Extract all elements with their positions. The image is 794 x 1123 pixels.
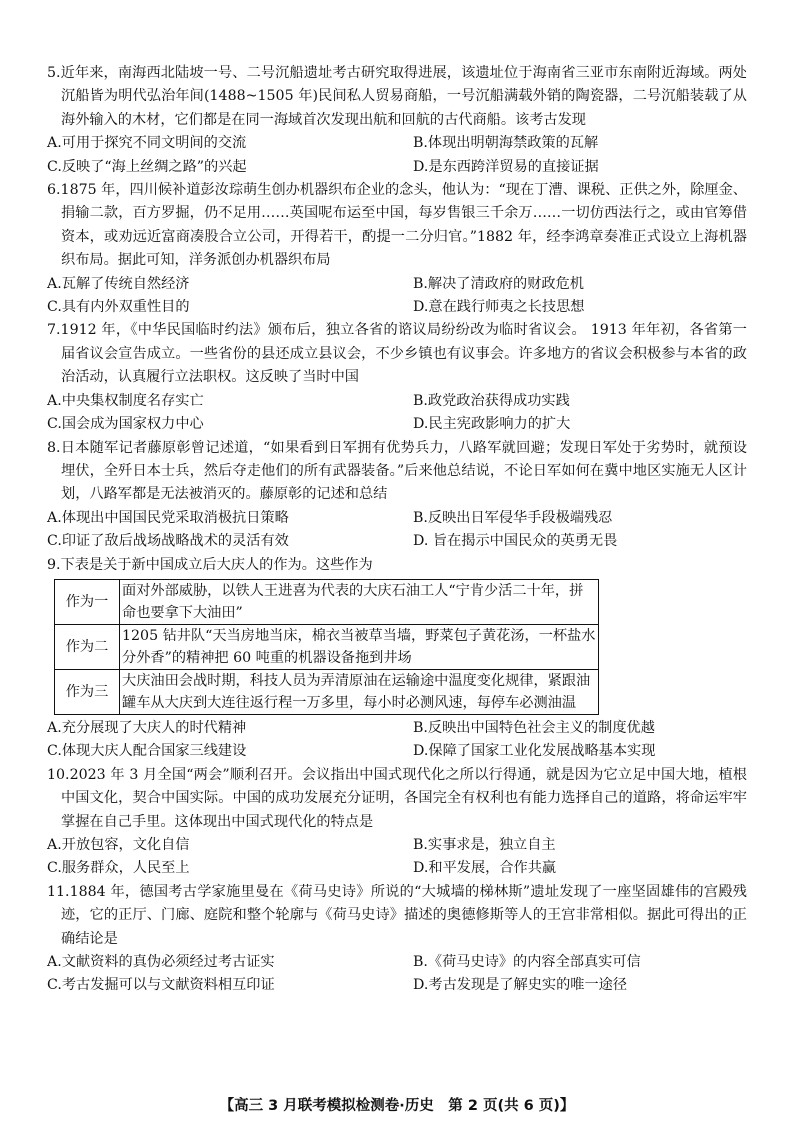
exam-page	[47, 62, 747, 998]
row-text: 面对外部威胁，以铁人王进喜为代表的大庆石油工人“宁肯少活二十年，拼命也要拿下大油田”	[120, 579, 599, 624]
option-c[interactable]: C.具有内外双重性目的	[47, 299, 190, 316]
row-header: 作为二	[55, 624, 120, 669]
option-c[interactable]: C.国会成为国家权力中心	[47, 416, 204, 433]
option-a[interactable]: A.瓦解了传统自然经济	[47, 275, 190, 292]
question-stem: 10.2023 年 3 月全国“两会”顺利召开。会议指出中国式现代化之所以行得通，就是因为它立足中国大地，植根中国文化，契合中国实际。中国的成功发展充分证明，各国完全有权利也有能力选择自己的道路，将命运牢牢掌握在自己手里。这体现出中国式现代化的特点是	[47, 766, 747, 830]
page-footer: 【高三 3 月联考模拟检测卷·历史 第 2 页(共 6 页)】	[219, 1098, 575, 1114]
option-a[interactable]: A.开放包容，文化自信	[47, 836, 190, 853]
question-stem: 8.日本随军记者藤原彰曾记述道，“如果看到日军拥有优势兵力，八路军就回避；发现日军处于劣势时，就预设埋伏，全歼日本士兵，然后夺走他们的所有武器装备。”后来他总结说，不论日军如何在冀中地区实施无人区计划，八路军都是无法被消灭的。藤原彰的记述和总结	[47, 439, 747, 503]
table-row	[55, 669, 599, 714]
option-b[interactable]: B.体现出明朝海禁政策的瓦解	[413, 135, 599, 152]
answer-options	[47, 507, 747, 554]
table-row	[55, 579, 599, 624]
answer-options	[47, 273, 747, 320]
answer-options	[47, 717, 747, 764]
row-text: 1205 钻井队“天当房地当床，棉衣当被草当墙，野菜包子黄花汤，一杯盐水分外香”的精神把 60 吨重的机器设备拖到井场	[120, 624, 599, 669]
option-b[interactable]: B.反映出日军侵华手段极端残忍	[413, 509, 613, 526]
answer-options	[47, 834, 747, 881]
question-stem: 9.下表是关于新中国成立后大庆人的作为。这些作为	[47, 556, 373, 573]
option-a[interactable]: A.充分展现了大庆人的时代精神	[47, 719, 247, 736]
option-b[interactable]: B.实事求是，独立自主	[413, 836, 556, 853]
option-b[interactable]: B.政党政治获得成功实践	[413, 392, 570, 409]
option-c[interactable]: C.考古发掘可以与文献资料相互印证	[47, 977, 275, 994]
question-9	[47, 554, 747, 764]
option-d[interactable]: D.考古发现是了解史实的唯一途径	[413, 977, 628, 994]
question-7	[47, 319, 747, 436]
option-a[interactable]: A.中央集权制度名存实亡	[47, 392, 204, 409]
question-6	[47, 179, 747, 319]
option-d[interactable]: D.意在践行师夷之长技思想	[413, 299, 585, 316]
question-11	[47, 881, 747, 998]
option-d[interactable]: D. 旨在揭示中国民众的英勇无畏	[413, 533, 618, 550]
option-c[interactable]: C.反映了“海上丝绸之路”的兴起	[47, 158, 247, 175]
question-5	[47, 62, 747, 179]
answer-options	[47, 390, 747, 437]
answer-options	[47, 951, 747, 998]
option-b[interactable]: B.《荷马史诗》的内容全部真实可信	[413, 954, 641, 970]
question-stem: 5.近年来，南海西北陆坡一号、二号沉船遗址考古研究取得进展，该遗址位于海南省三亚市东南附近海域。两处沉船皆为明代弘治年间(1488~1505 年)民间私人贸易商船，一号沉船满载外销的陶瓷器，二号沉船装载了从海外输入的木材，它们都是在同一海域首次发现出航和回航的古代商船。该考古发现	[47, 65, 747, 128]
option-b[interactable]: B.解决了清政府的财政危机	[413, 275, 584, 292]
row-header: 作为三	[55, 669, 120, 714]
row-header: 作为一	[55, 579, 120, 624]
question-stem: 6.1875 年，四川候补道彭汝琮萌生创办机器织布企业的念头，他认为：“现在丁漕、课税、正供之外，除厘金、捐输二款，百方罗掘，仍不足用……英国呢布运至中国，每岁售银三千余万……一切仿西法行之，或由官筹借资本，或劝远近富商凑股合立公司，开得若干，酌提一二分归官。”1882 年，经李鸿章奏准正式设立上海机器织布局。据此可知，洋务派创办机器织布局	[47, 182, 747, 269]
option-b[interactable]: B.反映出中国特色社会主义的制度优越	[413, 719, 655, 736]
option-d[interactable]: D.是东西跨洋贸易的直接证据	[413, 158, 599, 175]
option-c[interactable]: C.印证了敌后战场战略战术的灵活有效	[47, 533, 289, 550]
question-stem: 7.1912 年，《中华民国临时约法》颁布后，独立各省的谘议局纷纷改为临时省议会。 1913 年年初，各省第一届省议会宣告成立。一些省份的县还成立县议会，不少乡镇也有议事会。许多地方的省议会积极参与本省的政治活动，认真履行立法职权。这反映了当时中国	[47, 322, 747, 386]
table-row	[55, 624, 599, 669]
row-text: 大庆油田会战时期，科技人员为弄清原油在运输途中温度变化规律，紧跟油罐车从大庆到大连往返行程一万多里，每小时必测风速，每停车必测油温	[120, 669, 599, 714]
answer-options	[47, 132, 747, 179]
option-c[interactable]: C.体现大庆人配合国家三线建设	[47, 743, 247, 760]
option-d[interactable]: D.保障了国家工业化发展战略基本实现	[413, 743, 656, 760]
question-10	[47, 764, 747, 881]
option-c[interactable]: C.服务群众，人民至上	[47, 860, 190, 877]
question-8	[47, 437, 747, 554]
option-a[interactable]: A.体现出中国国民党采取消极抗日策略	[47, 509, 289, 526]
option-a[interactable]: A.可用于探究不同文明间的交流	[47, 135, 247, 152]
option-a[interactable]: A.文献资料的真伪必须经过考古证实	[47, 954, 275, 970]
question-stem: 11.1884 年，德国考古学家施里曼在《荷马史诗》所说的“大城墙的梯林斯”遗址发现了一座坚固雄伟的宫殿残迹，它的正厅、门廊、庭院和整个轮廓与《荷马史诗》描述的奥德修斯等人的王宫非常相似。据此可得出的正确结论是	[47, 883, 747, 947]
deeds-table	[54, 579, 599, 715]
option-d[interactable]: D.和平发展，合作共赢	[413, 860, 557, 877]
option-d[interactable]: D.民主宪政影响力的扩大	[413, 416, 571, 433]
